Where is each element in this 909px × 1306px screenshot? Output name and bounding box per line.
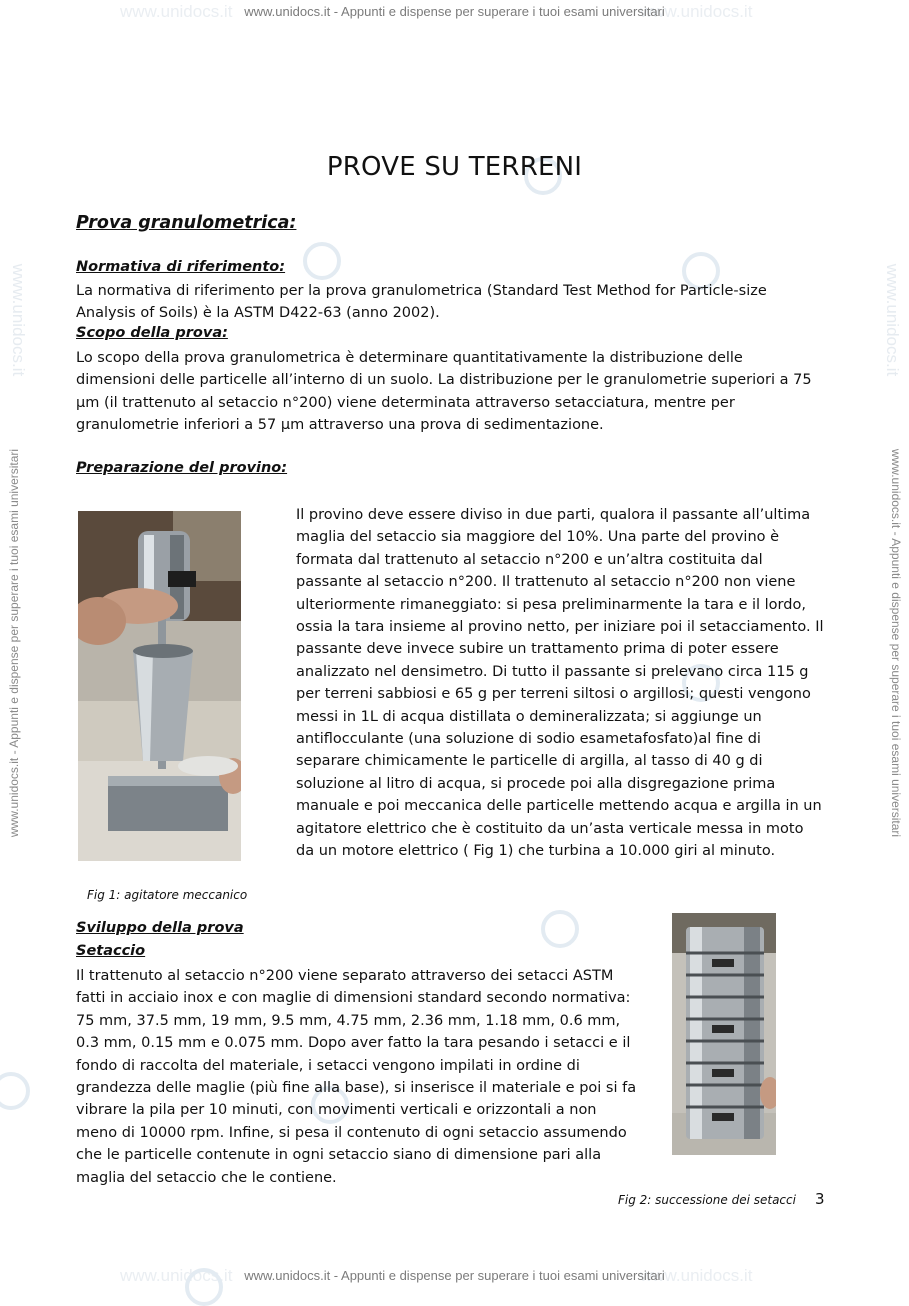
watermark-ghost: www.unidocs.it [120,2,233,21]
unidocs-logo-icon [541,910,579,948]
fig2-caption: Fig 2: successione dei setacci [618,1193,796,1207]
preparazione-paragraph: Il provino deve essere diviso in due parti, qualora il passante all’ultima maglia del setaccio sia maggiore del 10%. Una parte del provino è formata dal trattenuto al setaccio n°200 e un’altra costituita dal passante al setaccio n°200. Il trattenuto al setaccio n°200 non viene ulteriormente rimaneggiato: si pesa preliminarmente la tara e il lordo, ossia la tara insieme al provino netto, per iniziare poi il setacciamento. Il passante deve invece subire un trattamento prima di poter essere analizzato nel densimetro. Di tutto il passante si prelevano circa 115 g per terreni sabbiosi e 65 g per terreni siltosi o argillosi; questi vengono messi in 1L di acqua distillata o demineralizzata; si aggiunge un antiflocculante (una soluzione di sodio esametafosfato)al fine di separare chimicamente le particelle di argilla, al tasso di 40 g di soluzione al litro di acqua, si procede poi alla disgregazione prima manuale e poi meccanica delle particelle mettendo acqua e argilla in un agitatore elettrico che è costituito da un’asta verticale messa in moto da un motore elettrico ( Fig 1) che turbina a 10.000 giri al minuto. [296,507,824,860]
watermark-ghost: www.unidocs.it [120,1266,233,1285]
watermark-ghost: www.unidocs.it [9,263,28,377]
unidocs-logo-icon [0,1072,30,1110]
sviluppo-heading: Sviluppo della prova [76,920,244,936]
mechanical-stirrer-photo [78,511,241,861]
left-side-watermark: www.unidocs.it - Appunti e dispense per superare i tuoi esami universitari [7,448,21,838]
watermark-ghost: www.unidocs.it [640,2,753,21]
normativa-heading: Normativa di riferimento: [76,259,286,275]
watermark-ghost: www.unidocs.it [640,1266,753,1285]
scopo-heading: Scopo della prova: [76,325,228,341]
preparazione-heading: Preparazione del provino: [76,460,288,476]
fig1-caption: Fig 1: agitatore meccanico [87,888,248,902]
sieve-stack-illustration [672,913,776,1155]
unidocs-logo-icon [303,242,341,280]
setaccio-heading: Setaccio [76,943,146,959]
header-watermark: www.unidocs.it - Appunti e dispense per superare i tuoi esami universitari [244,4,665,19]
normativa-paragraph: La normativa di riferimento per la prova granulometrica (Standard Test Method for Particle-size Analysis of Soils) è la ASTM D422-63 (anno 2002). [76,283,767,322]
unidocs-logo-icon [185,1268,223,1306]
scopo-paragraph: Lo scopo della prova granulometrica è determinare quantitativamente la distribuzione delle dimensioni delle particelle all’interno di un suolo. La distribuzione per le granulometrie superiori a 75 µm (il trattenuto al setaccio n°200) viene determinata attraverso setacciatura, mentre per granulometrie inferiori a 57 µm attraverso una prova di sedimentazione. [76,350,812,434]
page-title: PROVE SU TERRENI [326,152,583,182]
mechanical-stirrer-illustration [78,511,241,861]
page-number: 3 [815,1190,825,1208]
sieve-stack-photo [672,913,776,1155]
setaccio-paragraph: Il trattenuto al setaccio n°200 viene separato attraverso dei setacci ASTM fatti in acciaio inox e con maglie di dimensioni standard secondo normativa: 75 mm, 37.5 mm, 19 mm, 9.5 mm, 4.75 mm, 2.36 mm, 1.18 mm, 0.6 mm, 0.3 mm, 0.15 mm e 0.075 mm. Dopo aver fatto la tara pesando i setacci e il fondo di raccolta del materiale, i setacci vengono impilati in ordine di grandezza delle maglie (più fine alla base), si inserisce il materiale e poi si fa vibrare la pila per 10 minuti, con movimenti verticali e orizzontali a non meno di 10000 rpm. Infine, si pesa il contenuto di ogni setaccio assumendo che le particelle contenute in ogni setaccio siano di dimensione pari alla maglia del setaccio che le contiene. [76,968,637,1186]
footer-watermark: www.unidocs.it - Appunti e dispense per superare i tuoi esami universitari [244,1268,665,1283]
right-side-watermark: www.unidocs.it - Appunti e dispense per superare i tuoi esami universitari [889,448,903,838]
section-heading: Prova granulometrica: [76,213,297,233]
watermark-ghost: www.unidocs.it [883,263,902,377]
